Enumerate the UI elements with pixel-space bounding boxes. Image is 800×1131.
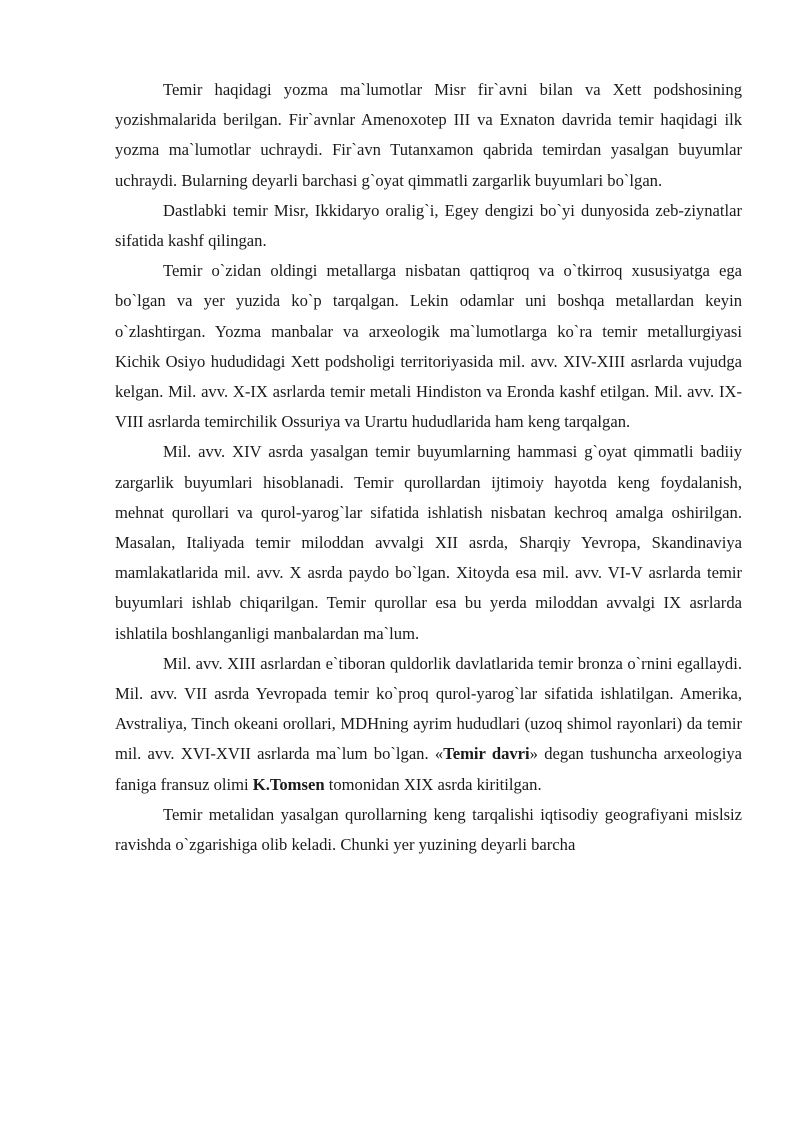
paragraph-4: Mil. avv. XIV asrda yasalgan temir buyumlarning hammasi g`oyat qimmatli badiiy zargarlik buyumlari hisoblanadi. Temir qurollardan ijtimoiy hayotda keng foydalanish, mehnat qurollari va qurol-yarog`lar sifatida ishlatish nisbatan kechroq amalga oshirilgan. Masalan, Italiyada temir miloddan avvalgi XII asrda, Sharqiy Yevropa, Skandinaviya mamlakatlarida mil. avv. X asrda paydo bo`lgan. Xitoyda esa mil. avv. VI-V asrlarda temir buyumlari ishlab chiqarilgan. Temir qurollar esa bu yerda miloddan avvalgi IX asrlarda ishlatila boshlanganligi manbalardan ma`lum. [115, 442, 742, 643]
term-temir-davri: Temir davri [443, 744, 530, 764]
paragraph-1: Temir haqidagi yozma ma`lumotlar Misr fir`avni bilan va Xett podshosining yozishmalarida berilgan. Fir`avnlar Amenoxotep III va Exnaton davrida temir haqidagi ilk yozma ma`lumotlar uchraydi. Fir`avn Tutanxamon qabrida temirdan yasalgan buyumlar uchraydi. Bularning deyarli barchasi g`oyat qimmatli zargarlik buyumlari bo`lgan. [115, 80, 742, 190]
paragraph-2: Dastlabki temir Misr, Ikkidaryo oralig`i, Egey dengizi bo`yi dunyosida zeb-ziynatlar sifatida kashf qilingan. [115, 200, 742, 251]
paragraph-5-intro: Mil. avv. XIII asrlardan e`tiboran quldorlik davlatlarida temir bronza o`rnini egallaydi. Mil. avv. VII asrda Yevropada temir ko`proq qurol-yarog`lar sifatida ishlatilgan. Amerika, Avstraliya, Tinch okeani orollari, MDHning ayrim hududlari (uzoq shimol rayonlari) da temir mil. avv. XVI-XVII asrlarda ma`lum bo`lgan. « [115, 653, 742, 764]
paragraph-3: Temir o`zidan oldingi metallarga nisbatan qattiqroq va o`tkirroq xususiyatga ega bo`lgan va yer yuzida ko`p tarqalgan. Lekin odamlar uni boshqa metallardan keyin o`zlashtirgan. Yozma manbalar va arxeologik ma`lumotlarga ko`ra temir metallurgiyasi Kichik Osiyo hududidagi Xett podsholigi territoriyasida mil. avv. XIV-XIII asrlarda vujudga kelgan. Mil. avv. X-IX asrlarda temir metali Hindiston va Eronda kashf etilgan. Mil. avv. IX-VIII asrlarda temirchilik Ossuriya va Urartu hududlarida ham keng tarqalgan. [115, 261, 742, 432]
paragraph-5 [115, 649, 742, 800]
scientist-name: K.Tomsen [252, 774, 325, 794]
paragraph-5-middle: » degan tushuncha arxeologiya faniga fransuz olimi [115, 744, 742, 794]
body-text [115, 75, 742, 860]
paragraph-6: Temir metalidan yasalgan qurollarning keng tarqalishi iqtisodiy geografiyani mislsiz ravishda o`zgarishiga olib keladi. Chunki yer yuzining deyarli barcha [115, 804, 742, 855]
paragraph-5-end: tomonidan XIX asrda kiritilgan. [324, 774, 542, 794]
